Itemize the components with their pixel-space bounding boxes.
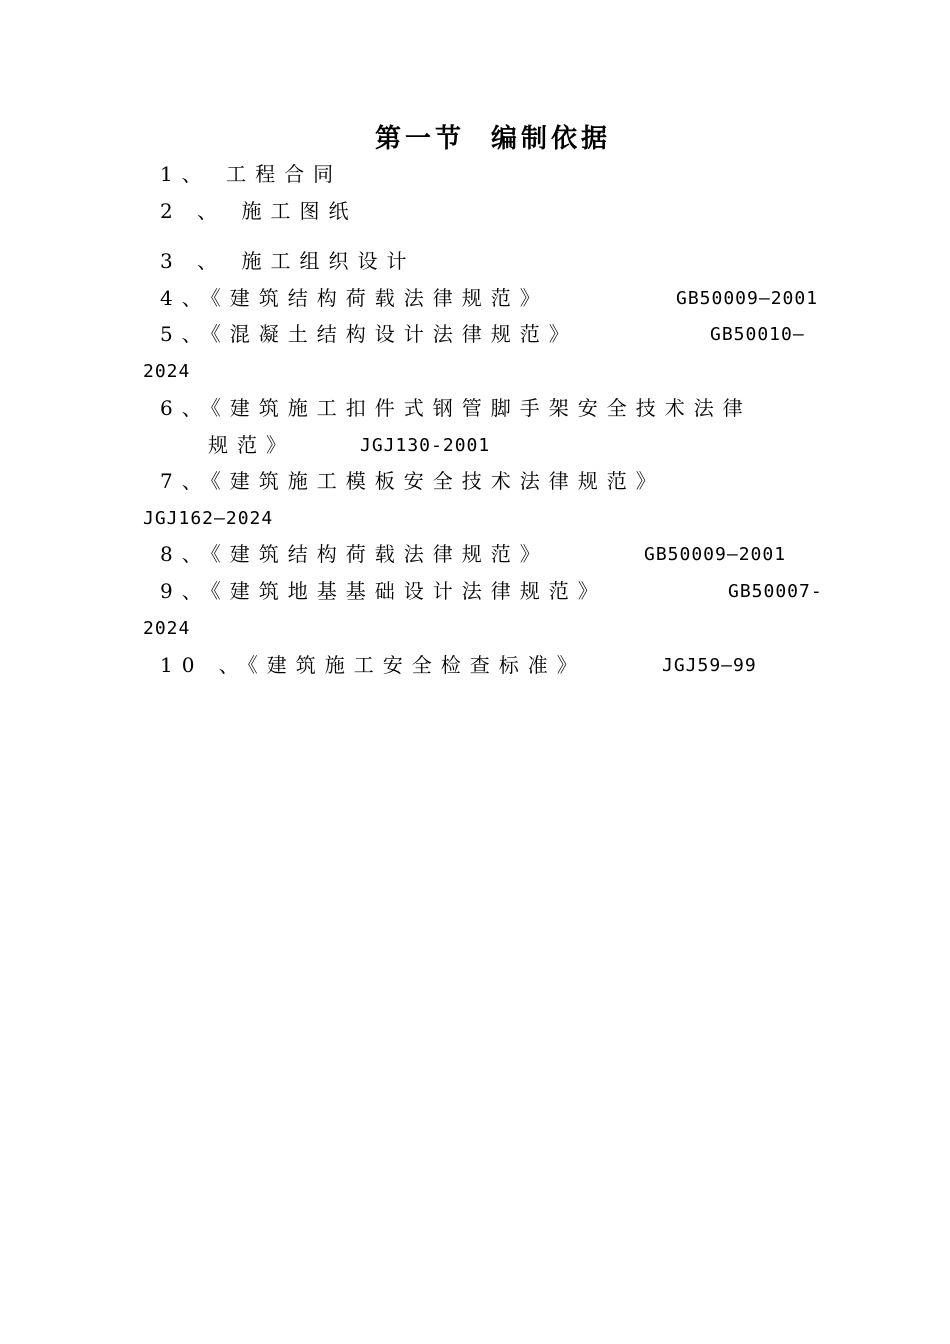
standard-code-6: JGJ130-2001 — [360, 435, 491, 456]
standard-code-5-year: 2024 — [143, 361, 191, 382]
list-item-7: 7、《建筑施工模板安全技术法律规范》 — [160, 469, 665, 493]
section-title: 第一节 编制依据 — [374, 124, 612, 154]
list-item-6: 6、《建筑施工扣件式钢管脚手架安全技术法律 — [160, 396, 752, 420]
standard-code-5: GB50010— — [710, 324, 805, 345]
list-item-6-continued: 规范》 — [208, 433, 295, 457]
standard-code-4: GB50009—2001 — [676, 288, 819, 309]
list-item-3: 3 、 施工组织设计 — [160, 249, 416, 273]
list-item-5: 5、《混凝土结构设计法律规范》 — [160, 322, 578, 346]
list-item-8: 8、《建筑结构荷载法律规范》 — [160, 542, 549, 566]
standard-code-10: JGJ59—99 — [662, 655, 757, 676]
standard-code-8: GB50009—2001 — [644, 544, 787, 565]
standard-code-9: GB50007- — [728, 581, 823, 602]
standard-code-9-year: 2024 — [143, 618, 191, 639]
list-item-2: 2 、 施工图纸 — [160, 199, 358, 223]
list-item-10: 10 、《建筑施工安全检查标准》 — [160, 653, 586, 677]
list-item-4: 4、《建筑结构荷载法律规范》 — [160, 286, 549, 310]
list-item-1: 1、 工程合同 — [160, 162, 343, 186]
standard-code-7: JGJ162—2024 — [143, 508, 274, 529]
list-item-9: 9、《建筑地基基础设计法律规范》 — [160, 579, 607, 603]
